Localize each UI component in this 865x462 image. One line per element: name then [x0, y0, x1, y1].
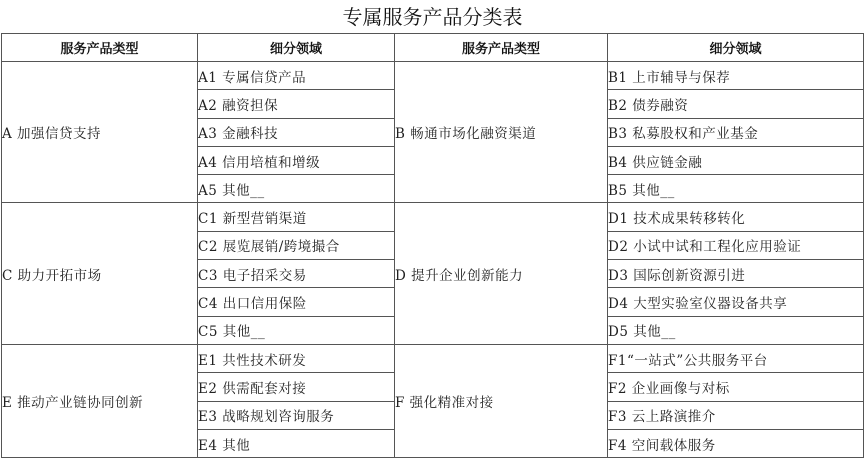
- sub-cell: B2 债券融资: [608, 90, 864, 118]
- sub-cell: F4 空间载体服务: [608, 429, 864, 457]
- sub-cell: C1 新型营销渠道: [198, 203, 395, 231]
- header-right-sub: 细分领域: [608, 34, 864, 62]
- type-cell-c: C 助力开拓市场: [2, 203, 198, 344]
- header-row: [2, 34, 864, 62]
- sub-cell: A5 其他__: [198, 175, 395, 203]
- type-cell-e: E 推动产业链协同创新: [2, 344, 198, 457]
- sub-cell: D1 技术成果转移转化: [608, 203, 864, 231]
- type-cell-f: F 强化精准对接: [395, 344, 608, 457]
- sub-cell: B1 上市辅导与保荐: [608, 62, 864, 90]
- sub-cell: E4 其他: [198, 429, 395, 457]
- sub-cell: C4 出口信用保险: [198, 288, 395, 316]
- type-cell-a: A 加强信贷支持: [2, 62, 198, 203]
- table-title: 专属服务产品分类表: [342, 5, 523, 29]
- sub-cell: C2 展览展销/跨境撮合: [198, 231, 395, 259]
- sub-cell: A2 融资担保: [198, 90, 395, 118]
- sub-cell: D4 大型实验室仪器设备共享: [608, 288, 864, 316]
- sub-cell: D2 小试中试和工程化应用验证: [608, 231, 864, 259]
- sub-cell: F1“一站式”公共服务平台: [608, 344, 864, 372]
- type-cell-d: D 提升企业创新能力: [395, 203, 608, 344]
- sub-cell: B5 其他__: [608, 175, 864, 203]
- sub-cell: E3 战略规划咨询服务: [198, 401, 395, 429]
- sub-cell: E1 共性技术研发: [198, 344, 395, 372]
- sub-cell: F3 云上路演推介: [608, 401, 864, 429]
- sub-cell: A4 信用培植和增级: [198, 146, 395, 174]
- header-left-type: 服务产品类型: [2, 34, 198, 62]
- table-row: [2, 203, 864, 231]
- product-classification-table: [1, 33, 864, 458]
- sub-cell: C3 电子招采交易: [198, 260, 395, 288]
- sub-cell: B4 供应链金融: [608, 146, 864, 174]
- sub-cell: D3 国际创新资源引进: [608, 260, 864, 288]
- sub-cell: C5 其他__: [198, 316, 395, 344]
- header-left-sub: 细分领域: [198, 34, 395, 62]
- sub-cell: F2 企业画像与对标: [608, 373, 864, 401]
- type-cell-b: B 畅通市场化融资渠道: [395, 62, 608, 203]
- sub-cell: E2 供需配套对接: [198, 373, 395, 401]
- sub-cell: A3 金融科技: [198, 118, 395, 146]
- header-right-type: 服务产品类型: [395, 34, 608, 62]
- table-row: [2, 344, 864, 372]
- sub-cell: A1 专属信贷产品: [198, 62, 395, 90]
- table-row: [2, 62, 864, 90]
- sub-cell: D5 其他__: [608, 316, 864, 344]
- sub-cell: B3 私募股权和产业基金: [608, 118, 864, 146]
